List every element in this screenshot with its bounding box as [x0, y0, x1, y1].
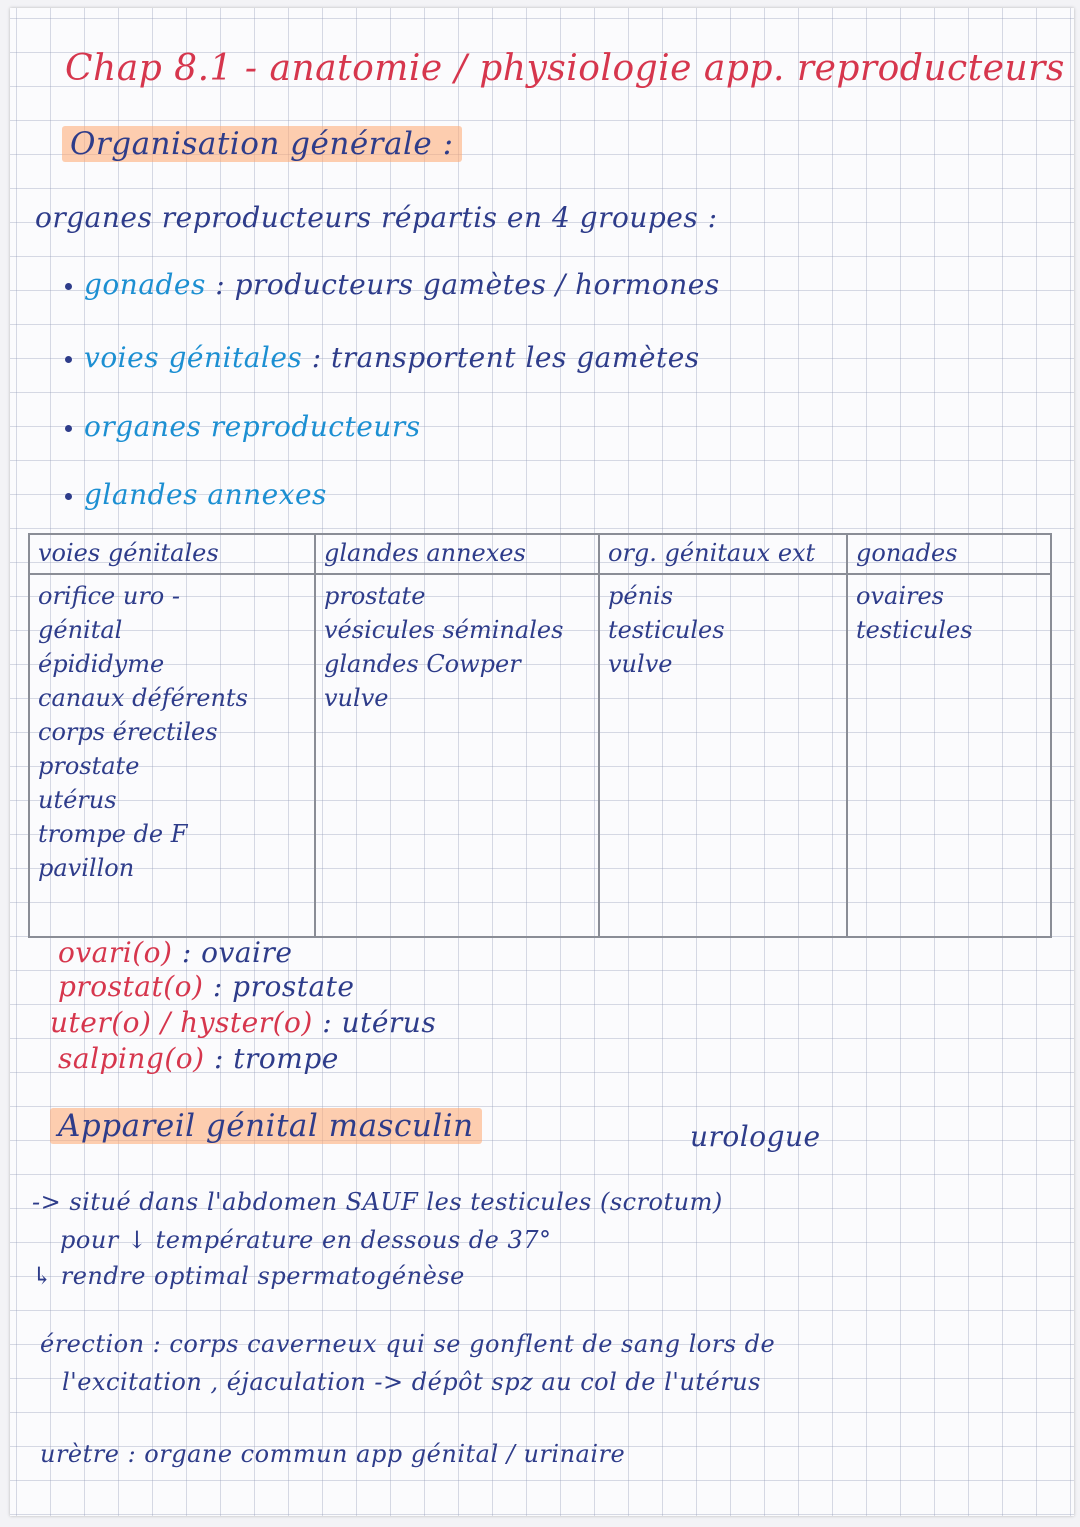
bullet-icon — [65, 283, 72, 290]
list-item: voies génitales : transportent les gamètes — [65, 341, 700, 374]
list-item: gonades : producteurs gamètes / hormones — [65, 268, 720, 301]
table-row — [29, 574, 1051, 937]
notebook-page — [10, 8, 1074, 1516]
cell-line: épididyme — [38, 650, 165, 678]
cell-line: génital — [38, 616, 123, 644]
section-heading-masculin: Appareil génital masculin — [50, 1108, 482, 1144]
note-line-uretre: urètre : organe commun app génital / urinaire — [40, 1440, 626, 1468]
cell-line: corps érectiles — [38, 718, 218, 746]
table-header: org. génitaux ext — [599, 534, 847, 574]
section-heading-organisation: Organisation générale : — [62, 126, 462, 162]
cell-line: testicules — [856, 616, 973, 644]
note-line: -> situé dans l'abdomen SAUF les testicules (scrotum) — [32, 1188, 723, 1216]
cell-line: canaux déférents — [38, 684, 248, 712]
cell-line: trompe de F — [38, 820, 188, 848]
table-header-row — [29, 534, 1051, 574]
cell-line: glandes Cowper — [324, 650, 521, 678]
cell-line: pénis — [608, 582, 674, 610]
note-line: pour ↓ température en dessous de 37° — [60, 1226, 552, 1254]
cell-line: prostate — [324, 582, 426, 610]
cell-line: vésicules séminales — [324, 616, 564, 644]
cell-line: testicules — [608, 616, 725, 644]
table-header: gonades — [847, 534, 1051, 574]
note-line: ↳ rendre optimal spermatogénèse — [32, 1262, 465, 1290]
list-item: organes reproducteurs — [65, 410, 421, 443]
table-cell-org-genitaux-ext — [599, 574, 847, 937]
intro-text: organes reproducteurs répartis en 4 groupes : — [35, 201, 718, 234]
bullet-icon — [65, 425, 72, 432]
note-line-erection: l'excitation , éjaculation -> dépôt spz au col de l'utérus — [62, 1368, 761, 1396]
page-title: Chap 8.1 - anatomie / physiologie app. reproducteurs — [65, 48, 1065, 89]
list-item: glandes annexes — [65, 478, 327, 511]
bullet-icon — [65, 493, 72, 500]
cell-line: vulve — [608, 650, 673, 678]
prefix-line: prostat(o) : prostate — [58, 970, 355, 1003]
cell-line: orifice uro - — [38, 582, 180, 610]
table-header: voies génitales — [29, 534, 315, 574]
prefix-line: salping(o) : trompe — [58, 1042, 339, 1075]
cell-line: vulve — [324, 684, 389, 712]
organs-table — [28, 533, 1052, 938]
prefix-line: uter(o) / hyster(o) : utérus — [50, 1006, 437, 1039]
bullet-icon — [65, 356, 72, 363]
table-header: glandes annexes — [315, 534, 599, 574]
table-cell-gonades — [847, 574, 1051, 937]
cell-line: prostate — [38, 752, 140, 780]
table-cell-glandes-annexes — [315, 574, 599, 937]
cell-line: pavillon — [38, 854, 135, 882]
prefix-line: ovari(o) : ovaire — [58, 936, 293, 969]
side-note: urologue — [690, 1120, 821, 1153]
table-cell-voies-genitales — [29, 574, 315, 937]
cell-line: utérus — [38, 786, 117, 814]
cell-line: ovaires — [856, 582, 944, 610]
note-line-erection: érection : corps caverneux qui se gonflent de sang lors de — [40, 1330, 776, 1358]
